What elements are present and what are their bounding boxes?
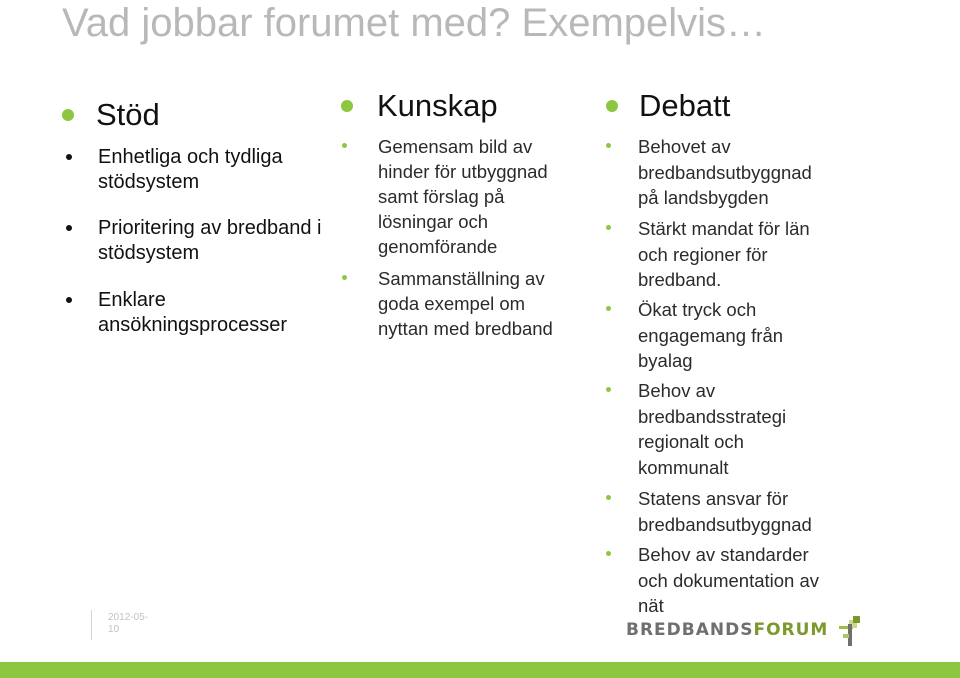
list-item: Prioritering av bredband i stödsystem — [66, 216, 321, 266]
logo-mark-icon — [838, 612, 864, 648]
bottom-accent-gap — [0, 660, 960, 662]
column-heading-row — [341, 88, 498, 124]
green-bullet-icon — [341, 100, 353, 112]
bullet-icon — [66, 297, 72, 303]
bullet-icon — [606, 143, 611, 148]
slide-title: Vad jobbar forumet med? Exempelvis… — [62, 1, 767, 45]
footer-divider — [91, 610, 92, 640]
column-heading-row — [62, 97, 160, 133]
list-item: Sammanställning av goda exempel om nyttan med bredband — [342, 266, 553, 341]
list-item: Gemensam bild av hinder för utbyggnad samt förslag på lösningar och genomförande — [342, 134, 548, 259]
bullet-icon — [606, 387, 611, 392]
green-bullet-icon — [62, 109, 74, 121]
list-item: Ökat tryck och engagemang från byalag — [606, 297, 783, 374]
logo-text: BREDBANDSFORUM — [626, 620, 829, 640]
bullet-icon — [606, 306, 611, 311]
list-item: Enklare ansökningsprocesser — [66, 288, 287, 338]
bullet-icon — [342, 275, 347, 280]
column-heading: Kunskap — [377, 88, 498, 123]
list-item: Behov av bredbandsstrategi regionalt och kommunalt — [606, 378, 786, 480]
bullet-icon — [606, 551, 611, 556]
bredbandsforum-logo — [626, 612, 864, 648]
bullet-icon — [66, 154, 72, 160]
column-heading-row — [606, 88, 730, 124]
bullet-icon — [342, 143, 347, 148]
bullet-icon — [606, 495, 611, 500]
bullet-icon — [606, 225, 611, 230]
list-item: Stärkt mandat för län och regioner för bredband. — [606, 216, 810, 293]
column-heading: Stöd — [96, 97, 160, 132]
list-item: Enhetliga och tydliga stödsystem — [66, 145, 283, 195]
bottom-accent-bar — [0, 660, 960, 678]
green-bullet-icon — [606, 100, 618, 112]
list-item: Statens ansvar för bredbandsutbyggnad — [606, 486, 812, 537]
list-item: Behov av standarder och dokumentation av nät — [606, 542, 819, 619]
footer-date: 2012-05- 10 — [108, 612, 149, 635]
column-heading: Debatt — [639, 88, 731, 123]
bullet-icon — [66, 225, 72, 231]
list-item: Behovet av bredbandsutbyggnad på landsbygden — [606, 134, 812, 211]
